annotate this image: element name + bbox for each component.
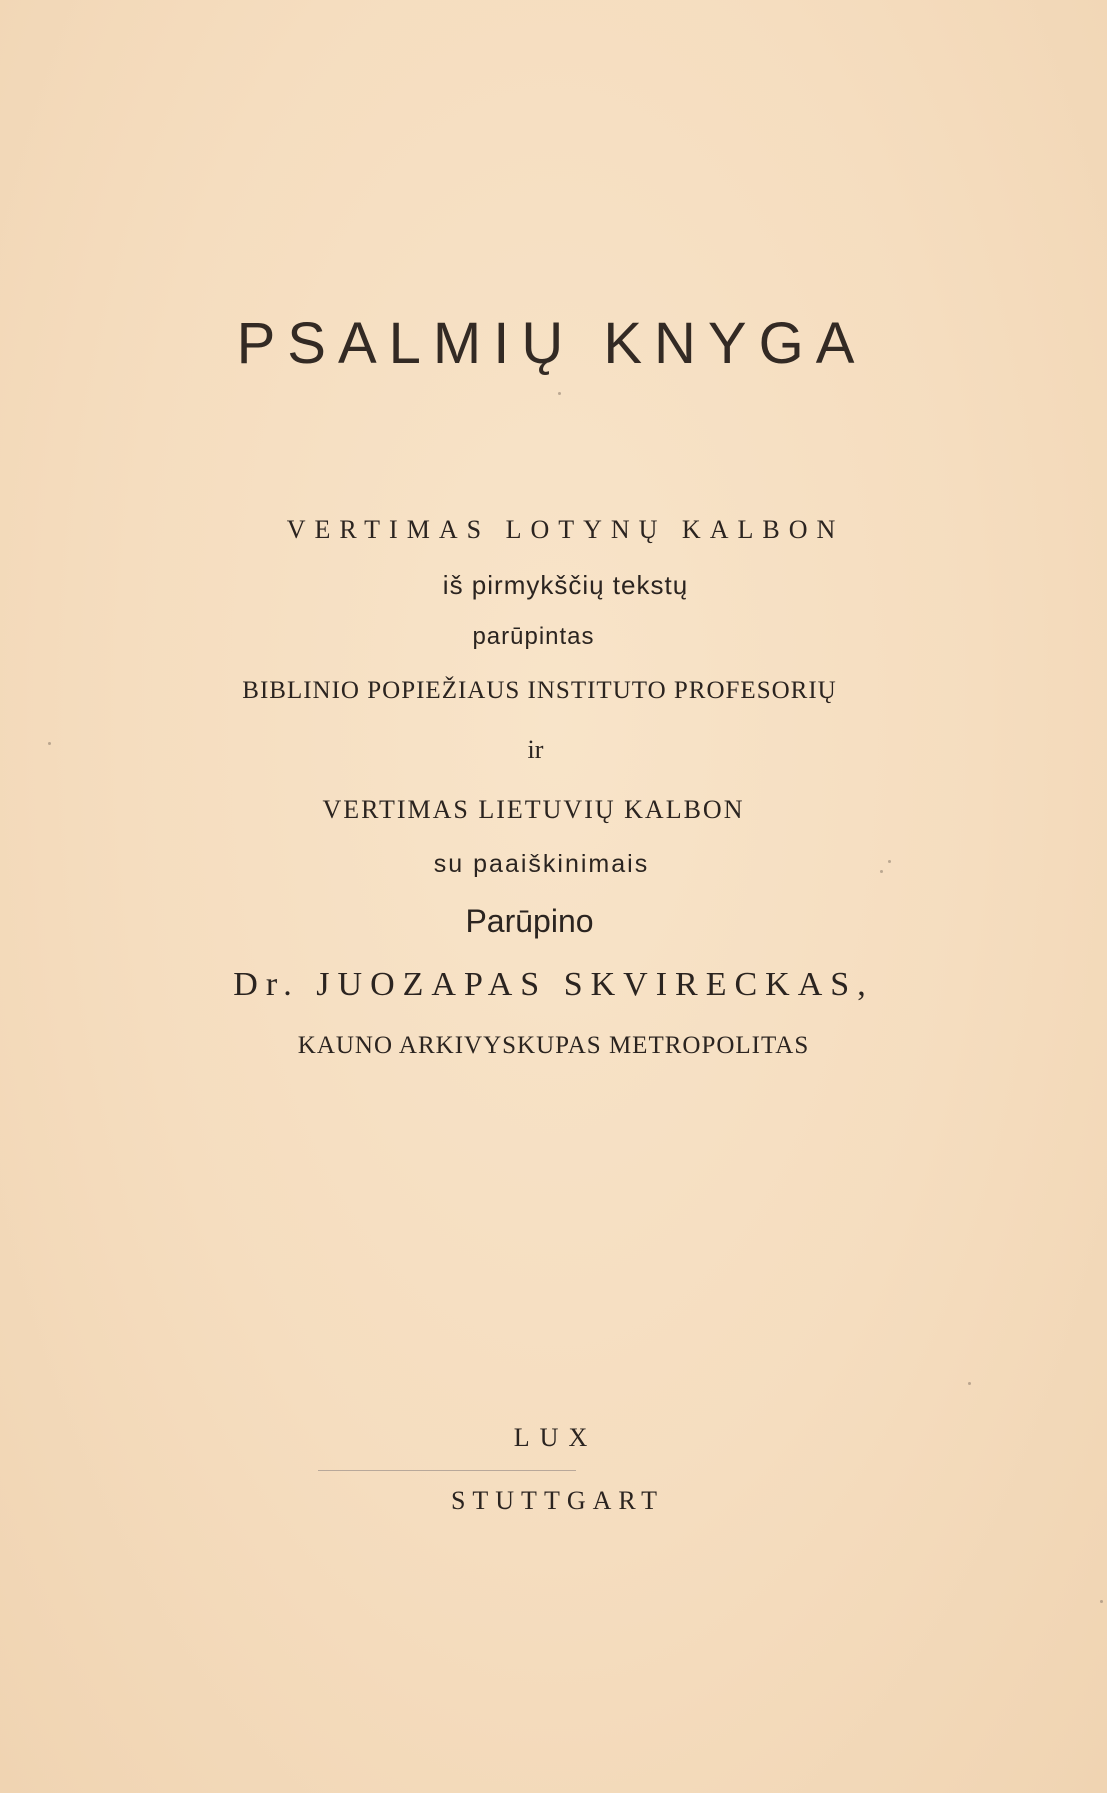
conjunction-line: ir (527, 735, 544, 764)
paper-speck (48, 742, 51, 745)
paper-speck (558, 392, 561, 395)
prepared-by-line: Parūpino (465, 903, 594, 939)
publisher-city: STUTTGART (450, 1486, 665, 1515)
author-name: Dr. JUOZAPAS SKVIRECKAS, (233, 966, 874, 1003)
lithuanian-translation-line: VERTIMAS LIETUVIŲ KALBON (322, 795, 745, 824)
publisher-name: LUX (513, 1423, 598, 1452)
paper-speck (968, 1382, 971, 1385)
paper-speck (1100, 1600, 1103, 1603)
book-title: PSALMIŲ KNYGA (236, 311, 867, 376)
latin-translation-line: VERTIMAS LOTYNŲ KALBON (286, 515, 845, 544)
paper-speck (888, 860, 891, 863)
prepared-line: parūpintas (472, 623, 595, 650)
original-texts-line: iš pirmykščių tekstų (442, 570, 689, 600)
institute-line: BIBLINIO POPIEŽIAUS INSTITUTO PROFESORIŲ (242, 677, 837, 704)
explanations-line: su paaiškinimais (433, 850, 650, 878)
author-title: KAUNO ARKIVYSKUPAS METROPOLITAS (297, 1032, 810, 1059)
imprint-divider (318, 1470, 576, 1471)
paper-speck (880, 870, 883, 873)
